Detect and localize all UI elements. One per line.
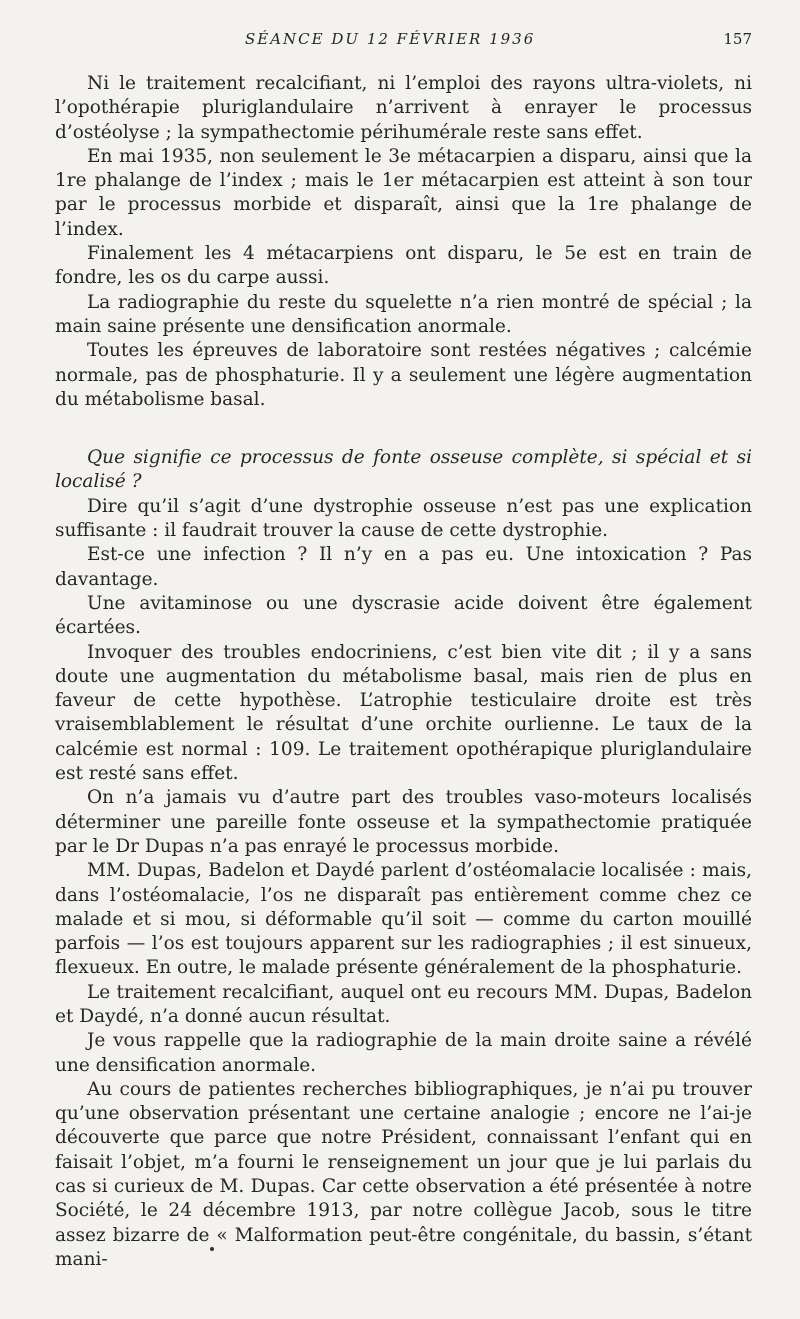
paragraph: Est-ce une infection ? Il n’y en a pas eu. Une intoxication ? Pas davantage.: [55, 544, 752, 590]
body-text: [55, 72, 752, 1272]
paragraph: Finalement les 4 métacarpiens ont disparu, le 5e est en train de fondre, les os du carpe aussi.: [55, 243, 752, 289]
page-number: 157: [723, 30, 752, 48]
paragraph: En mai 1935, non seulement le 3e métacarpien a disparu, ainsi que la 1re phalange de l’index ; mais le 1er métacarpien est atteint à son tour par le processus morbide et disparaît, ainsi que la 1re phalange de l’index.: [55, 145, 752, 240]
question-heading: Que signifie ce processus de fonte osseuse complète, si spécial et si localisé ?: [55, 447, 752, 493]
paragraph: On n’a jamais vu d’autre part des troubles vaso-moteurs localisés déterminer une pareille fonte osseuse et la sympathectomie pratiquée par le Dr Dupas n’a pas enrayé le processus morbide.: [55, 787, 752, 857]
paragraph: MM. Dupas, Badelon et Daydé parlent d’ostéomalacie localisée : mais, dans l’ostéomalacie, l’os ne disparaît pas entièrement comme chez ce malade et si mou, si déformable qu’il soit — comme du carton mouillé parfois — l’os est toujours apparent sur les radiographies ; il est sinueux, flexueux. En outre, le malade présente généralement de la phosphaturie.: [55, 860, 752, 979]
paragraph: Invoquer des troubles endocriniens, c’est bien vite dit ; il y a sans doute une augmentation du métabolisme basal, mais rien de plus en faveur de cette hypothèse. L’atrophie testiculaire droite est très vraisemblablement le résultat d’une orchite ourlienne. Le taux de la calcémie est normal : 109. Le traitement opothérapique pluriglandulaire est resté sans effet.: [55, 641, 752, 785]
paragraph: Au cours de patientes recherches bibliographiques, je n’ai pu trouver qu’une observation présentant une certaine analogie ; encore ne l’ai-je découverte que parce que notre Président, connaissant l’enfant qui en faisait l’objet, m’a fourni le renseignement un jour que je lui parlais du cas si curieux de M. Dupas. Car cette observation a été présentée à notre Société, le 24 décembre 1913, par notre collègue Jacob, sous le titre assez bizarre de « Malformation peut-être congénitale, du bassin, s’étant mani-: [55, 1078, 752, 1270]
paragraph: La radiographie du reste du squelette n’a rien montré de spécial ; la main saine présente une densification anormale.: [55, 291, 752, 337]
header-title: SÉANCE DU 12 FÉVRIER 1936: [245, 30, 536, 48]
paragraph: Dire qu’il s’agit d’une dystrophie osseuse n’est pas une explication suffisante : il faudrait trouver la cause de cette dystrophie.: [55, 495, 752, 542]
paragraph: Le traitement recalcifiant, auquel ont eu recours MM. Dupas, Badelon et Daydé, n’a donné aucun résultat.: [55, 981, 752, 1027]
paragraph: Toutes les épreuves de laboratoire sont restées négatives ; calcémie normale, pas de phosphaturie. Il y a seulement une légère augmentation du métabolisme basal.: [55, 340, 752, 410]
paragraph: Je vous rappelle que la radiographie de la main droite saine a révélé une densification anormale.: [55, 1030, 752, 1076]
print-speck: [210, 1247, 214, 1251]
paragraph: Une avitaminose ou une dyscrasie acide doivent être également écartées.: [55, 592, 752, 639]
paragraph: Ni le traitement recalcifiant, ni l’emploi des rayons ultra-violets, ni l’opothérapie pluriglandulaire n’arrivent à enrayer le processus d’ostéolyse ; la sympathectomie périhumérale reste sans effet.: [55, 73, 752, 143]
running-header: [55, 30, 752, 54]
